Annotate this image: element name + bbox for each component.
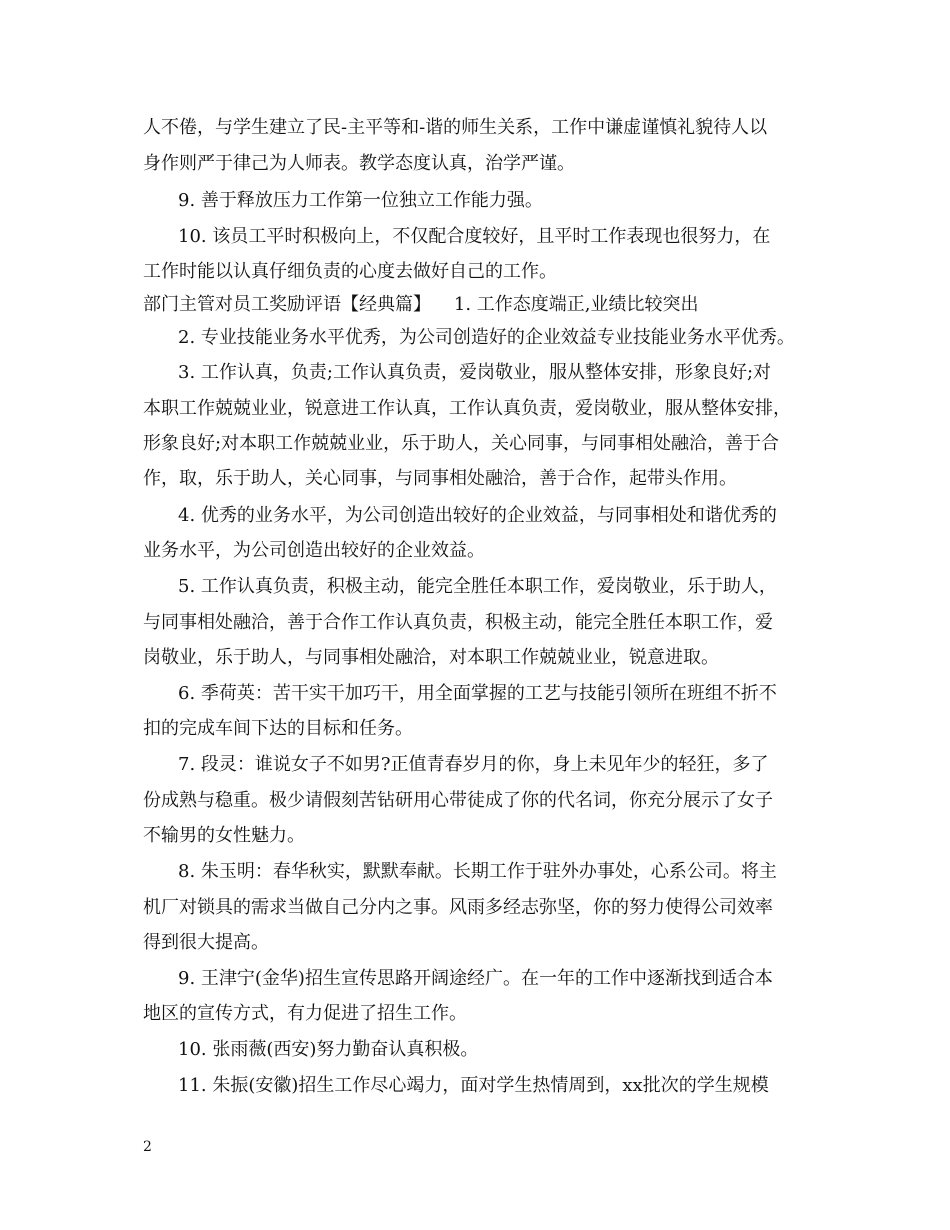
text-line: 7. 段灵：谁说女子不如男?正值青春岁月的你，身上未见年少的轻狂，多了 [178, 754, 769, 775]
text-line: 得到很大提高。 [143, 932, 269, 953]
text-line: 本职工作兢兢业业，锐意进工作认真，工作认真负责，爱岗敬业，服从整体安排， [143, 398, 791, 419]
text-line: 形象良好;对本职工作兢兢业业，乐于助人，关心同事，与同事相处融洽，善于合 [143, 433, 780, 454]
text-line: 10. 该员工平时积极向上，不仅配合度较好，且平时工作表现也很努力，在 [178, 226, 771, 247]
text-line: 4. 优秀的业务水平，为公司创造出较好的企业效益，与同事相处和谐优秀的 [178, 505, 777, 526]
text-line: 6. 季荷英：苦干实干加巧干，用全面掌握的工艺与技能引领所在班组不折不 [178, 683, 777, 704]
text-line: 11. 朱振(安徽)招生工作尽心竭力，面对学生热情周到，xx批次的学生规模 [178, 1075, 769, 1096]
text-line: 份成熟与稳重。极少请假刻苦钻研用心带徒成了你的代名词，你充分展示了女子 [143, 790, 773, 811]
text-line: 与同事相处融洽，善于合作工作认真负责，积极主动，能完全胜任本职工作，爱 [143, 612, 773, 633]
text-line: 地区的宣传方式，有力促进了招生工作。 [143, 1003, 467, 1024]
text-line: 扣的完成车间下达的目标和任务。 [143, 718, 413, 739]
text-line: 2. 专业技能业务水平优秀，为公司创造好的企业效益专业技能业务水平优秀。 [178, 327, 795, 348]
text-line: 3. 工作认真，负责;工作认真负责，爱岗敬业，服从整体安排，形象良好;对 [178, 362, 772, 383]
text-line: 5. 工作认真负责，积极主动，能完全胜任本职工作，爱岗敬业，乐于助人， [178, 576, 777, 597]
text-line: 不输男的女性魅力。 [143, 825, 305, 846]
text-line: 岗敬业，乐于助人，与同事相处融洽，对本职工作兢兢业业，锐意进取。 [143, 647, 719, 668]
text-line: 10. 张雨薇(西安)努力勤奋认真积极。 [178, 1039, 479, 1060]
text-line: 机厂对锁具的需求当做自己分内之事。风雨多经志弥坚，你的努力使得公司效率 [143, 897, 773, 918]
page-number: 2 [143, 1139, 152, 1155]
text-line: 8. 朱玉明：春华秋实，默默奉献。长期工作于驻外办事处，心系公司。将主 [178, 861, 777, 882]
text-line: 9. 王津宁(金华)招生宣传思路开阔途经广。在一年的工作中逐渐找到适合本 [178, 968, 773, 989]
section-heading-line: 部门主管对员工奖励评语【经典篇】 1. 工作态度端正,业绩比较突出 [143, 294, 699, 315]
text-line: 人不倦，与学生建立了民-主平等和-谐的师生关系，工作中谦虚谨慎礼貌待人以 [143, 117, 768, 138]
text-line: 业务水平，为公司创造出较好的企业效益。 [143, 540, 485, 561]
text-line: 9. 善于释放压力工作第一位独立工作能力强。 [178, 190, 543, 211]
text-line: 工作时能以认真仔细负责的心度去做好自己的工作。 [143, 261, 557, 282]
text-line: 作，取，乐于助人，关心同事，与同事相处融洽，善于合作，起带头作用。 [143, 468, 737, 489]
text-line: 身作则严于律己为人师表。教学态度认真，治学严谨。 [143, 153, 575, 174]
